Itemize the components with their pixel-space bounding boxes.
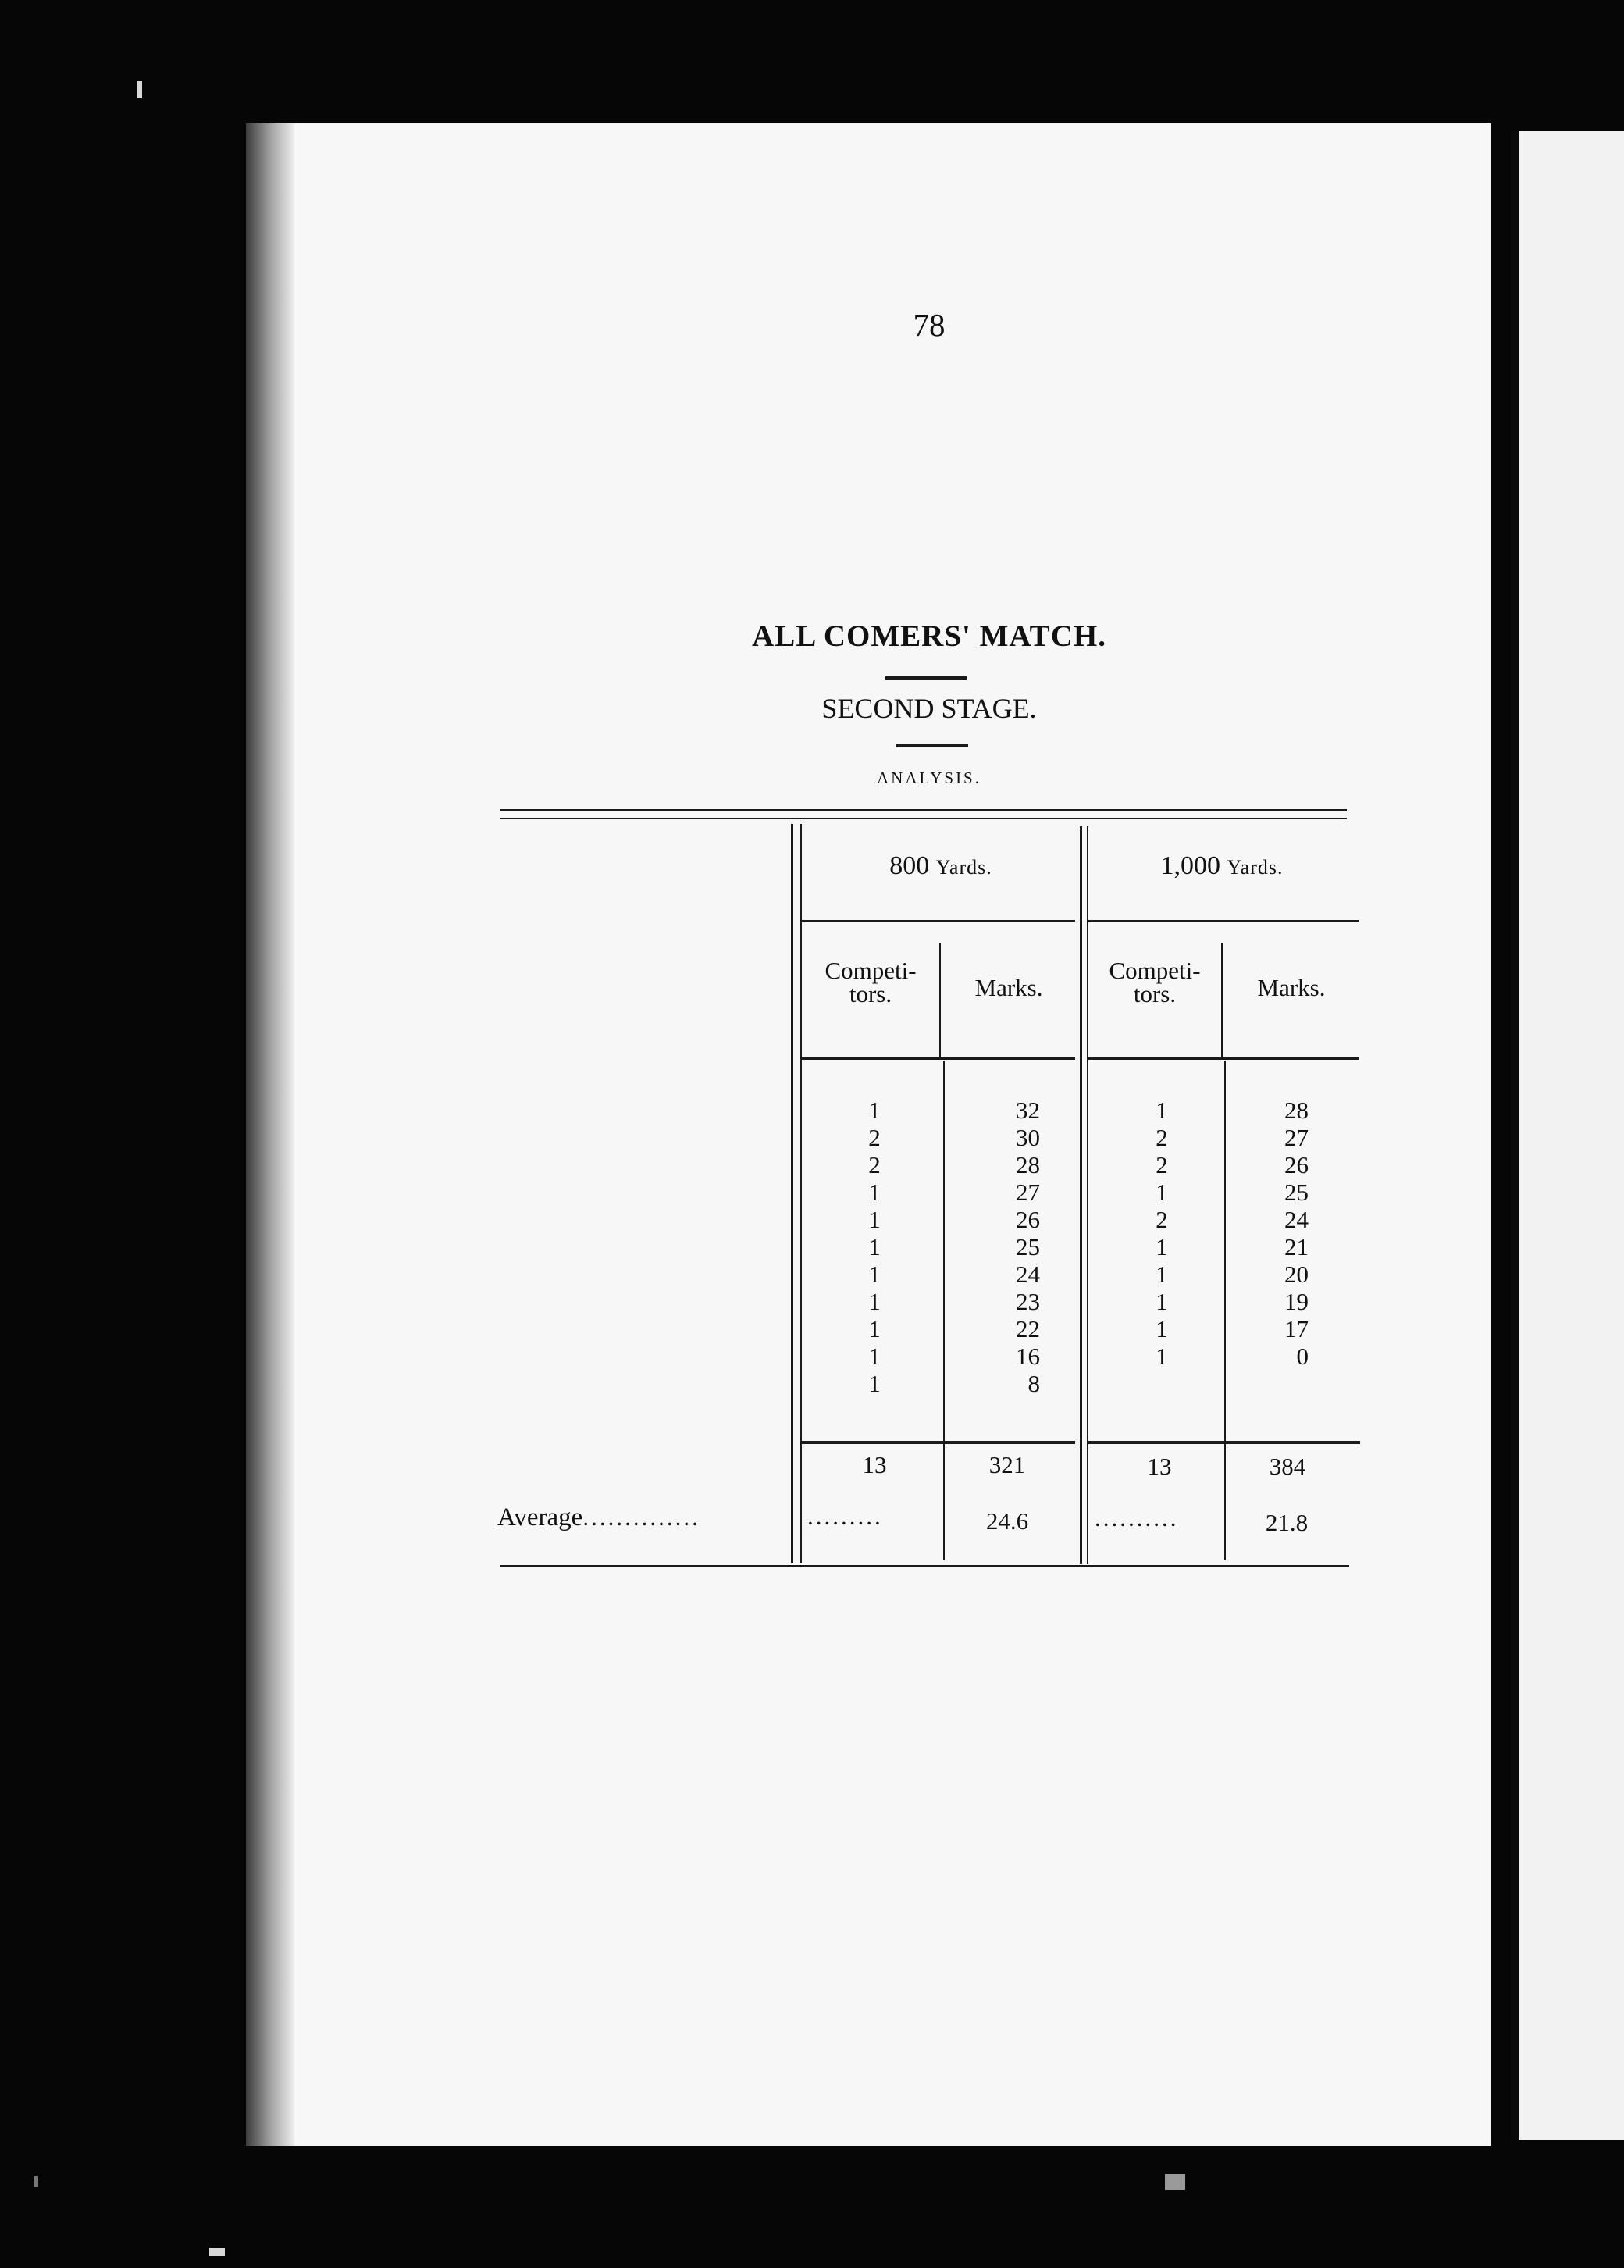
subheader-competitors-line1: Competi-: [824, 957, 917, 984]
title-rule: [885, 676, 967, 680]
marks-column-1000: [1246, 1097, 1309, 1370]
subtitle-rule: [896, 744, 968, 747]
header-1000-number: 1,000: [1160, 851, 1220, 880]
table-cell: 1: [1156, 1097, 1168, 1124]
marks-column-800: [978, 1097, 1040, 1397]
totals-rule: [802, 1441, 1075, 1444]
page-number: 78: [913, 307, 946, 343]
scan-speck: [1165, 2174, 1185, 2190]
competitors-column-800: [843, 1097, 906, 1397]
scan-speck: [209, 2248, 225, 2256]
table-cell: 27: [1284, 1124, 1309, 1151]
subheader-marks-1000: Marks.: [1257, 974, 1326, 1001]
table-cell: 2: [1156, 1124, 1168, 1151]
page-title: ALL COMERS' MATCH.: [752, 619, 1106, 653]
table-cell: 1: [1156, 1261, 1168, 1288]
column-divider: [1087, 826, 1088, 1564]
table-cell: 24: [1016, 1261, 1040, 1288]
average-row-label: [497, 1503, 700, 1532]
column-divider: [791, 824, 793, 1563]
column-divider: [800, 824, 802, 1563]
competitors-column-1000: [1131, 1097, 1193, 1370]
table-cell: 20: [1284, 1261, 1309, 1288]
table-cell: 24: [1284, 1206, 1309, 1233]
average-dots-1000: ..........: [1095, 1504, 1179, 1532]
table-cell: 1: [1156, 1343, 1168, 1370]
group-header-rule: [802, 920, 1075, 922]
table-cell: 17: [1284, 1315, 1309, 1343]
total-marks-800: 321: [988, 1451, 1026, 1478]
table-cell: 26: [1016, 1206, 1040, 1233]
table-top-rule: [500, 809, 1347, 811]
table-cell: 2: [868, 1151, 881, 1179]
table-cell: 1: [1156, 1315, 1168, 1343]
table-cell: 1: [1156, 1233, 1168, 1261]
table-cell: 25: [1016, 1233, 1040, 1261]
column-divider: [1221, 943, 1223, 1057]
header-1000-yards: [1088, 851, 1355, 881]
header-800-yards: [802, 851, 1080, 881]
table-cell: 1: [868, 1343, 881, 1370]
table-cell: 19: [1284, 1288, 1309, 1315]
table-cell: 1: [868, 1179, 881, 1206]
table-cell: 1: [868, 1370, 881, 1397]
table-cell: 1: [868, 1261, 881, 1288]
table-cell: 1: [1156, 1288, 1168, 1315]
table-cell: 1: [868, 1206, 881, 1233]
table-cell: 23: [1016, 1288, 1040, 1315]
page-subtitle: SECOND STAGE.: [821, 693, 1037, 724]
total-competitors-800: 13: [862, 1451, 887, 1478]
table-cell: 32: [1016, 1097, 1040, 1124]
facing-page-edge: [1511, 131, 1624, 2140]
page-gutter-shadow: [246, 123, 294, 2146]
table-top-rule: [500, 818, 1347, 819]
table-cell: 30: [1016, 1124, 1040, 1151]
average-dots-800: .........: [807, 1503, 883, 1530]
average-label: Average: [497, 1503, 583, 1532]
table-cell: 1: [868, 1233, 881, 1261]
subheader-rule: [802, 1057, 1075, 1060]
table-cell: 16: [1016, 1343, 1040, 1370]
table-cell: 1: [868, 1315, 881, 1343]
table-cell: 28: [1016, 1151, 1040, 1179]
column-divider: [1224, 1061, 1226, 1560]
table-cell: 22: [1016, 1315, 1040, 1343]
subheader-competitors-800: [804, 959, 937, 1006]
table-bottom-rule: [500, 1565, 1349, 1567]
table-cell: 1: [1156, 1179, 1168, 1206]
average-value-800: 24.6: [985, 1507, 1029, 1535]
subheader-competitors-1000: [1090, 959, 1220, 1006]
header-800-number: 800: [889, 851, 930, 880]
table-cell: 21: [1284, 1233, 1309, 1261]
table-cell: 1: [868, 1097, 881, 1124]
section-heading: ANALYSIS.: [877, 768, 981, 787]
column-divider: [1080, 826, 1082, 1564]
subheader-competitors-line1: Competi-: [1109, 957, 1201, 984]
table-cell: 2: [1156, 1151, 1168, 1179]
table-cell: 2: [868, 1124, 881, 1151]
table-cell: 28: [1284, 1097, 1309, 1124]
total-marks-1000: 384: [1269, 1453, 1306, 1480]
column-divider: [939, 943, 941, 1057]
table-cell: 27: [1016, 1179, 1040, 1206]
header-1000-unit: Yards.: [1227, 856, 1284, 879]
table-cell: 1: [868, 1288, 881, 1315]
column-divider: [943, 1061, 945, 1560]
scan-speck: [137, 81, 142, 98]
table-cell: 2: [1156, 1206, 1168, 1233]
header-800-unit: Yards.: [935, 856, 992, 879]
table-cell: 8: [1027, 1370, 1040, 1397]
subheader-marks-800: Marks.: [974, 974, 1043, 1001]
table-cell: 26: [1284, 1151, 1309, 1179]
table-cell: 25: [1284, 1179, 1309, 1206]
average-leader-dots: ..............: [582, 1503, 700, 1531]
total-competitors-1000: 13: [1147, 1453, 1172, 1480]
scan-speck: [34, 2176, 38, 2187]
table-cell: 0: [1296, 1343, 1309, 1370]
subheader-competitors-line2: tors.: [849, 980, 892, 1007]
subheader-competitors-line2: tors.: [1133, 980, 1177, 1007]
group-header-rule: [1088, 920, 1359, 922]
subheader-rule: [1088, 1057, 1359, 1060]
average-value-1000: 21.8: [1265, 1509, 1309, 1536]
totals-rule: [1088, 1441, 1360, 1444]
